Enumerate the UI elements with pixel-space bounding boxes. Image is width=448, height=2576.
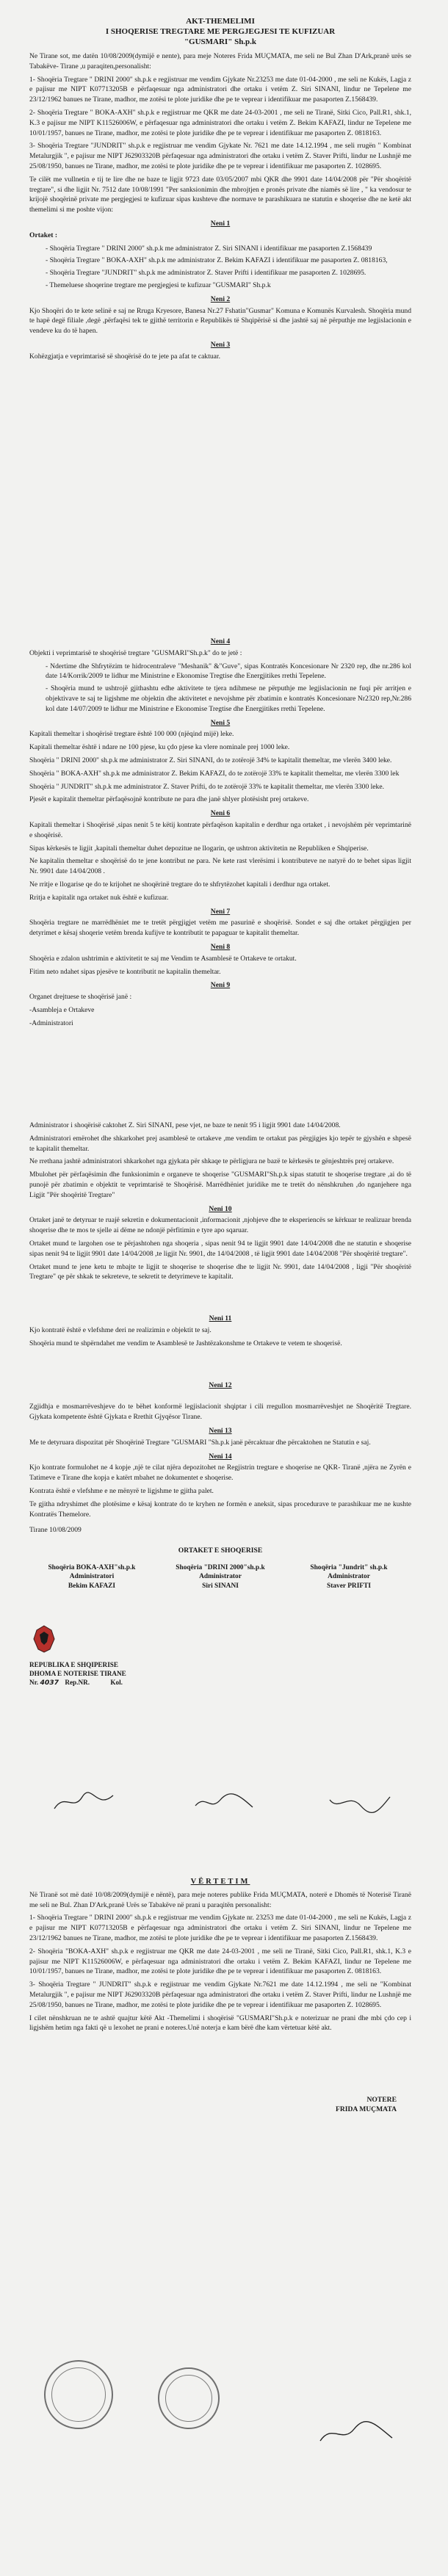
article-5-text-1: Kapitali themeltar i shoqërisë tregtare është 100 000 (njëqind mijë) leke.	[29, 730, 234, 739]
article-10-text-2: Ortaket mund te largohen ose te përjashtohen nga shoqeria , sipas nenit 94 te ligjit 9901 date 14/04/2008 dhe ne statutin e shoqerise sipas nenit 94 te ligjit 9901 date 14/04/2008 ,te ligjit Nr. 9901, dte 14/04/2008 , të ligjit 9901 date 14/04/2008 "Për shoqëritë tregtare".	[29, 1239, 411, 1258]
notary-signature-block	[29, 2095, 397, 2114]
notary-round-seal-2	[158, 2367, 220, 2429]
signatory-company: Shoqëria BOKA-AXH"sh.p.k	[48, 1563, 136, 1571]
article-6-text-1: Kapitali themeltar i Shoqërisë ,sipas nenit 5 te këtij kontrate përfaqëson kapitalin e derdhur nga ortaket , i nevojshëm për veprimtarinë e shoqërisë.	[29, 820, 411, 839]
article-5-share-2: Shoqëria " BOKA-AXH" sh.p.k me administrator Z. Bekim KAFAZI, do te zotërojë 33% te kapitalit themeltar, me vlerën 3300 lek	[29, 769, 400, 778]
intent-paragraph: Te cilët me vullnetin e tij te lire dhe ne baze te ligjit 9723 date 03/05/2007 mbi QKR dhe 9901 date 14/04/2008 për "Për shoqëritë tregtare", si dhe ligjit Nr. 7512 date 10/08/1991 "Per sanksionimin dhe mbrojtjen e pronës private dhe niamës së lire , " ka vendosur te krijojë shoqërinë private me pergjegjesi te kufizuar sipas kushteve dhe normave te parashikuara ne statutin e shoqerise dhe ne ketë akt themelimi si me poshte vijon:	[29, 175, 411, 214]
document-page-2	[0, 618, 448, 1110]
article-2-heading: Neni 2	[210, 294, 231, 303]
article-11-text-2: Shoqëria mund te shpërndahet me vendim te Asamblesë te Jashtëzakonshme te Ortakeve te vetem te shoqerisë.	[29, 1339, 342, 1347]
document-page-1	[0, 0, 448, 618]
administrator-text-3: Ne rrethana jashtë administratori shkarkohet nga gjykata për shkaqe te përligjura ne bazë te kërkesës te gënjeshtrës prej ortakeve.	[29, 1157, 394, 1166]
party-1-paragraph: 1- Shoqëria Tregtare " DRINI 2000" sh.p.k e regjistruar me vendim Gjykate Nr.23253 me date 01-04-2000 , me seli ne Kukës, Lagja z e pajisur me NIPT K07713205B e përfaqesuar nga administratori dhe ortaku i vetëm Z. Siri SINANI, lindur ne Tepelene me 23/12/1962 banues ne Tirane, madhor, me zotësi te plote juridike dhe pe te veprear i identifikuar me pasaporten Z.1568439.	[29, 75, 411, 104]
article-13-heading: Neni 13	[209, 1426, 232, 1435]
republic-header	[29, 1623, 126, 1687]
article-3-heading: Neni 3	[210, 340, 231, 349]
partner-4-item: - Themeluese shoqerine tregtare me pergjegjesi te kufizuar "GUSMARI" Sh.p.k	[46, 281, 271, 289]
article-8-heading: Neni 8	[210, 942, 231, 951]
article-2-text: Kjo Shoqëri do te kete selinë e saj ne Rruga Kryesore, Banesa Nr.27 Fshatin"Gusmar" Komuna e Komunës Kurvalesh. Shoqëria mund te hapë degë filiale ,degë ,përfaqësi tek te gjithë territorin e Republikës të Shqipërisë si dhe jashtë saj në përputhje me legjislacionin e vendeve ku do të hapen.	[29, 306, 411, 336]
company-name: "GUSMARI" Sh.p.k	[184, 37, 257, 46]
signatory-company: Shoqëria "DRINI 2000"sh.p.k	[176, 1563, 265, 1571]
signature-scribble-1	[51, 1790, 118, 1815]
notary-title: NOTERE	[366, 2096, 397, 2105]
party-3-paragraph: 3- Shoqëria Tregtare "JUNDRIT" sh.p.k e regjistruar me vendim Gjykate Nr. 7621 me date 14.12.1994 , me seli rrugën " Kombinat Metalurgjik ", e pajisur me NIPT J62903320B përfaqesuar nga administratori dhe ortaku i vetëm Z. Staver Prifti, lindur ne Lushnjë me 25/08/1950, banues ne Tirane, madhor, me zotësi te plote juridike dhe pe te veprear i identifikuar me pasaporten Z. 1028695.	[29, 142, 411, 170]
article-5-heading: Neni 5	[210, 718, 231, 727]
article-4-item-2: - Shoqëria mund te ushtrojë gjithashtu edhe aktivitete te tjera ndihmese ne përputhje me legjislacionin ne fuqi për arritjen e objektivave te saj te ligjshme me objektin dhe aktivitetet e nevojshme për zbatimin e kontratës Koncesionare Nr2320 rep,Nr.286 kol date 14/07/2009 te lidhur me Ministrine e Ekonomise Tregtise dhe Energjitikes rrethi Tepelene.	[46, 684, 411, 713]
certification-closing: I cilet nënshkruan ne te ashtë quajtur këtë Akt -Themelimi i shoqërisë "GUSMARI"Sh.p.k e noterizuar ne prani dhe mbi çdo cep i ligjshëm hetim nga fakti që u lexohet ne prani e noteres.Unë noterja e kam bërë dhe kam vërtetuar këtë akt.	[29, 2014, 411, 2033]
article-5-text-3: Pjesët e kapitalit themeltar përfaqësojnë kontribute ne para dhe janë shlyer plotësisht prej ortakeve.	[29, 795, 309, 804]
signature-row	[29, 1563, 411, 1591]
article-5-share-1: Shoqëria " DRINI 2000" sh.p.k me administrator Z. Siri SINANI, do te zotërojë 34% te kapitalit themeltar, me vlerën 3400 leke.	[29, 756, 392, 764]
article-6-text-5: Rritja e kapitalit nga ortaket nuk është e kufizuar.	[29, 893, 169, 902]
signatory-drini-2000	[158, 1563, 283, 1591]
notary-chamber-label: DHOMA E NOTERISE TIRANE	[29, 1669, 126, 1677]
signatories-heading: ORTAKET E SHOQERISE	[178, 1546, 263, 1555]
article-7-heading: Neni 7	[210, 907, 231, 916]
registry-numbers: Nr. 4037 Rep.NR. Kol.	[29, 1678, 123, 1687]
partners-label: Ortaket :	[29, 231, 58, 239]
article-9-text: Organet drejtuese te shoqërisë janë :	[29, 993, 132, 1002]
article-8-text-1: Shoqëria e zdalon ushtrimin e aktivitetit te saj me Vendim te Asamblesë te Ortakeve te ortakut.	[29, 954, 297, 963]
article-12-text: Zgjidhja e mosmarrëveshjeve do te bëhet konformë legjislacionit shqiptar i cili rregullon mosmarrëveshjet ne Shoqëritë Tregtare. Gjykata kompetente është Gjykata e Rrethit Gjyqësor Tirane.	[29, 1403, 411, 1422]
partner-2-item: - Shoqëria Tregtare " BOKA-AXH" sh.p.k me administrator Z. Bekim KAFAZI i identifikuar me pasaporten Z. 0818163,	[46, 256, 388, 265]
party-2-paragraph: 2- Shoqëria Tregtare " BOKA-AXH" sh.p.k e regjistruar me QKR me date 24-03-2001 , me seli ne Tiranë, Sitki Cico, Pall.R1, shk.1, K.3 e pajisur me NIPT K11526006W, e përfaqesuar nga administratori dhe ortaku i vetëm Z. Bekim KAFAZI, lindur ne Tepelene me 10/01/1957, banues ne Tirane, madhor, me zotësi te plote juridike dhe pe te veprear i identifikuar me pasaporten Z. 0818163.	[29, 108, 411, 137]
article-14-heading: Neni 14	[209, 1452, 232, 1461]
signatory-jundrit	[286, 1563, 411, 1591]
administrator-text-4: Mbulohet për përfaqësimin dhe funksionimin e organeve te shoqerise "GUSMARI"Sh.p.k sipas statutit te shoqerise tregtare ,ai do të punojë për zbatimin e objektit te veprimtarisë te Shoqërisë. Marrëdhëniet juridike me te tretët do nënshkruhen ,do nganjehere nga Ligjit "Për shoqëritë Tregtare"	[29, 1171, 411, 1199]
place-date: Tirane 10/08/2009	[29, 1526, 82, 1535]
registry-block	[29, 1623, 411, 1687]
republic-label: REPUBLIKA E SHQIPERISE	[29, 1660, 119, 1668]
article-7-text: Shoqëria tregtare ne marrëdhëniet me te tretët përgjigjet vetëm me pasurinë e shoqërisë. Sondet e saj dhe ortaket përgjigjen per detyrimet e kësaj shoqerie vetëm brenda kufijve te kontributit te papaguar te kapitalit themeltar.	[29, 919, 411, 938]
certification-party-1: 1- Shoqëria Tregtare " DRINI 2000" sh.p.k e regjistruar me vendim Gjykate nr. 23253 me date 01-04-2000 , me seli ne Kukës, Lagja z e pajisur me NIPT K07713205B e përfaqesuar nga administratori dhe ortaku i vetëm Z. Siri SINANI, lindur ne Tepelene me 23/12/1962 banues ne Tirane, madhor, me zotësi te plote juridike dhe pe te veprear i identifikuar me pasaporten Z.1568439.	[29, 1914, 411, 1942]
document-page-3	[0, 1110, 448, 1861]
intro-paragraph: Ne Tirane sot, me datën 10/08/2009(dymijë e nente), para meje Noteres Frida MUÇMATA, me seli ne Bul Zhan D'Ark,pranë urës se Tabakëve- Tirane ,u paraqiten,personalisht:	[29, 52, 411, 70]
notary-round-seal	[44, 2360, 113, 2429]
article-14-text-1: Kjo kontrate formulohet ne 4 kopje ,një te cilat njëra depozitohet ne Regjistrin tregtare e shoqerise ne QKR- Tiranë ,njëra ne Zyrën e Tatimeve e Tirane dhe kopja e katërt mbahet ne dokumentet e shoqerise.	[29, 1464, 411, 1483]
article-10-text-1: Ortaket janë te detyruar te ruajë sekretin e dokumentacionit ,informacionit ,njohjeve dhe te eksperiencës se kërkuar te realizuar brenda shoqerise dhe te mos te sjelle ai dëme ne ndonjë përfitimin e tyre apo sqaruar.	[29, 1216, 411, 1235]
article-3-text: Kohëzgjatja e veprimtarisë së shoqërisë do te jete pa afat te caktuar.	[29, 352, 220, 361]
registry-number-handwritten: 4037	[40, 1678, 59, 1687]
article-6-text-3: Ne kapitalin themeltar e shoqërisë do te jene kontribut ne para. Ne kete rast vlerësimi i kontributeve ne natyrë do te behet sipas ligjit Nr. 9901 date 14/04/2008 .	[29, 857, 411, 876]
signatory-role: Administratori	[69, 1573, 115, 1580]
notary-name: FRIDA MUÇMATA	[335, 2105, 397, 2114]
article-10-heading: Neni 10	[209, 1204, 232, 1213]
article-5-share-3: Shoqëria " JUNDRIT" sh.p.k me administrator Z. Staver Prifti, do te zotërojë 33% te kapitalit themeltar, me vlerën 3300 leke.	[29, 782, 385, 791]
article-6-text-2: Sipas kërkesës te ligjit ,kapitali themeltar duhet depozitue ne llogarin, qe ushtron aktivitetin ne Republiken e Shqiperise.	[29, 844, 369, 853]
article-6-text-4: Ne rritje e llogarise qe do te krijohet ne shoqërinë tregtare do te shfrytëzohet kapitali i derdhur nga ortaket.	[29, 880, 330, 889]
certification-intro: Në Tiranë sot më datë 10/08/2009(dymijë e nëntë), para meje noteres publike Frida MUÇMATA, noterë e Dhomës të Noterisë Tiranë me seli ne Bul. Zhan D'Ark,pranë Urës se Tabakëve në prani u paraqitën personalisht:	[29, 1890, 411, 1909]
article-4-intro: Objekti i veprimtarisë te shoqërisë tregtare "GUSMARI"Sh.p.k" do te jetë :	[29, 648, 242, 657]
partner-3-item: - Shoqëria Tregtare "JUNDRIT" sh.p.k me administrator Z. Staver Prifti i identifikuar me pasaporten Z. 1028695.	[46, 269, 366, 278]
partner-1-item: - Shoqëria Tregtare " DRINI 2000" sh.p.k me administrator Z. Siri SINANI i identifikuar me pasaporten Z.1568439	[46, 244, 372, 253]
document-page-4	[0, 1861, 448, 2576]
certification-party-2: 2- Shoqëria "BOKA-AXH" sh.p.k e regjistruar me QKR me date 24-03-2001 , me seli ne Tiranë, Sitki Cico, Pall.R1, shk.1, K.3 e pajisur me NIPT K11526006W, e përfaqesuar nga administratori dhe ortaku i vetëm Z. Bekim KAFAZI, lindur ne Tepelene me 10/01/1957, banues ne Tirane, madhor, me zotësi te plote juridike dhe pe te veprear i identifikuar me pasaporten Z. 0818163.	[29, 1947, 411, 1976]
article-11-heading: Neni 11	[209, 1314, 232, 1323]
page-3-content	[29, 1121, 411, 1687]
article-11-text-1: Kjo kontratë është e vlefshme deri ne realizimin e objektit te saj.	[29, 1325, 212, 1334]
article-6-heading: Neni 6	[210, 809, 231, 818]
signatory-role: Administrator	[199, 1573, 242, 1580]
article-10-text-3: Ortaket mund te jene ketu te mbajte te ligjit te shoqerise te shoqerise dhe te ligjit Nr. 9901, date 14/04/2008 , ligji "Për shoqëritë Tregtare" qe për shkak te sekreteve, te sekretit te detyrimeve te kapitalit.	[29, 1262, 411, 1281]
article-4-heading: Neni 4	[210, 637, 231, 645]
certification-party-3: 3- Shoqëria Tregtare " JUNDRIT" sh.p.k e regjistruar me vendim Gjykate Nr.7621 me date 14.12.1994 , me seli ne "Kombinat Metalurgjik ", e pajisur me NIPT J62903320B përfaqesuar nga administratori dhe ortaku i vetëm Z. Staver Prifti, lindur ne Lushnjë me 25/08/1950, banues ne Tirane, madhor, me zotësi te plote juridike dhe pe te veprear i identifikuar me pasaporten Z. 1028695.	[29, 1980, 411, 2009]
administrator-text-1: Administrator i shoqërisë caktohet Z. Siri SINANI, pese vjet, ne baze te nenit 95 i ligjit 9901 date 14/04/2008.	[29, 1121, 341, 1129]
signatory-company: Shoqëria "Jundrit" sh.p.k	[310, 1563, 388, 1571]
article-9-organ-2: -Administratori	[29, 1019, 73, 1027]
deed-title: AKT-THEMELIMI	[186, 17, 255, 26]
article-14-text-3: Te gjitha ndryshimet dhe plotësime e kësaj kontrate do te kryhen ne formën e aneksit, sipas procedurave te parashikuar me ne kushte Kontratës Themelore.	[29, 1499, 411, 1519]
signatory-boka-axh	[29, 1563, 154, 1591]
article-5-text-2: Kapitali themeltar është i ndare ne 100 pjese, ku çdo pjese ka vlere nominale prej 1000 leke.	[29, 743, 290, 752]
signature-scribble-2	[191, 1790, 257, 1815]
page-4-content	[29, 1871, 411, 2114]
notary-signature-scribble	[316, 2419, 397, 2448]
signatory-person: Staver PRIFTI	[327, 1582, 371, 1590]
signatory-person: Siri SINANI	[202, 1582, 239, 1590]
administrator-text-2: Administratori emërohet dhe shkarkohet prej asamblesë te ortakeve ,me vendim te ortakut pas përgjigjes kjo tepër te gjyshën e shpesë te kapitalit themeltar.	[29, 1134, 411, 1153]
article-8-text-2: Fitim neto ndahet sipas pjesëve te kontributit ne kapitalin themeltar.	[29, 967, 221, 976]
article-9-heading: Neni 9	[210, 981, 231, 990]
article-13-text: Me te detyruara dispozitat për Shoqërinë Tregtare "GUSMARI "Sh.p.k janë përcaktuar dhe përcaktohen ne Statutin e saj.	[29, 1438, 371, 1447]
article-1-heading: Neni 1	[210, 219, 231, 228]
signatory-role: Administrator	[328, 1573, 370, 1580]
certification-heading: VËRTETIM	[190, 1878, 250, 1886]
article-14-text-2: Kontrata është e vlefshme e ne mënyrë te ligjshme te gjitha palet.	[29, 1486, 214, 1495]
signature-scribble-3	[327, 1790, 393, 1815]
deed-subtitle: I SHOQERISE TREGTARE ME PERGJEGJESI TE KUFIZUAR	[105, 27, 336, 36]
page-1-content	[29, 16, 411, 365]
page-2-content	[29, 633, 411, 1032]
signatory-person: Bekim KAFAZI	[68, 1582, 116, 1590]
article-9-organ-1: -Asambleja e Ortakeve	[29, 1005, 95, 1014]
article-12-heading: Neni 12	[209, 1381, 232, 1389]
article-4-item-1: - Ndertime dhe Shfrytëzim te hidrocentraleve "Meshanik" &"Guve", sipas Kontratës Koncesionare Nr 2320 rep, dhe nr.286 kol date 14/Korrik/2009 te lidhur me Ministrine e Ekonomise Tregtise dhe Energjitikes rrethi Tepelene.	[46, 662, 411, 681]
eagle-crest-icon	[29, 1623, 59, 1655]
